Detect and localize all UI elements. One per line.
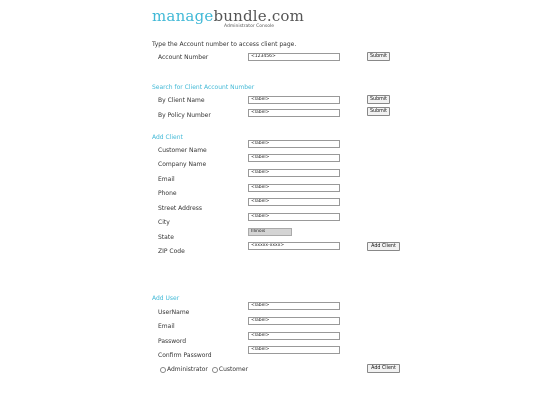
site-logo (152, 7, 304, 25)
user-email-input[interactable]: <label> (248, 317, 340, 325)
add-client-section-title: Add Client (152, 134, 183, 141)
zip-code-label: ZIP Code (158, 248, 185, 255)
search-section-title: Search for Client Account Number (152, 84, 255, 91)
policy-number-submit-button[interactable]: Submit (367, 107, 390, 116)
logo-part-1: manage (152, 7, 214, 25)
client-name-submit-button[interactable]: Submit (367, 95, 390, 104)
tagline: Administrator Console (224, 24, 274, 29)
administrator-radio[interactable] (160, 367, 166, 373)
policy-number-input[interactable]: <label> (248, 109, 340, 117)
city-label: City (158, 219, 170, 226)
confirm-password-input[interactable]: <label> (248, 346, 340, 354)
administrator-radio-label[interactable]: Administrator (167, 366, 208, 373)
state-label: State (158, 234, 174, 241)
username-input[interactable]: <label> (248, 302, 340, 310)
account-number-label: Account Number (158, 54, 209, 61)
phone-label: Phone (158, 190, 177, 197)
street-address-label: Street Address (158, 205, 203, 212)
city-input[interactable]: <label> (248, 213, 340, 221)
add-client-button[interactable]: Add Client (367, 242, 400, 251)
account-submit-button[interactable]: Submit (367, 52, 390, 61)
phone-input[interactable]: <label> (248, 184, 340, 192)
role-radio-group (160, 366, 252, 373)
customer-name-input[interactable]: <label> (248, 140, 340, 148)
client-name-label: By Client Name (158, 97, 205, 104)
company-name-label: Company Name (158, 161, 207, 168)
state-select[interactable]: Illinois (248, 228, 292, 236)
street-address-input[interactable]: <label> (248, 198, 340, 206)
add-user-section-title: Add User (152, 295, 180, 302)
user-email-label: Email (158, 323, 175, 330)
username-label: UserName (158, 309, 190, 316)
zip-code-input[interactable]: <xxxxx-xxxx> (248, 242, 340, 250)
client-name-input[interactable]: <label> (248, 96, 340, 104)
customer-radio-label[interactable]: Customer (218, 366, 249, 373)
confirm-password-label: Confirm Password (158, 352, 212, 359)
password-input[interactable]: <label> (248, 332, 340, 340)
email-label: Email (158, 176, 175, 183)
add-user-button[interactable]: Add Client (367, 364, 400, 373)
customer-radio[interactable] (212, 367, 218, 373)
email-input[interactable]: <label> (248, 169, 340, 177)
account-number-input[interactable]: <123456> (248, 53, 340, 61)
password-label: Password (158, 338, 187, 345)
account-intro-text: Type the Account number to access client page. (152, 41, 297, 48)
logo-part-2: bundle.com (213, 7, 305, 25)
company-name-input[interactable]: <label> (248, 154, 340, 162)
policy-number-label: By Policy Number (158, 112, 211, 119)
customer-name-label: Customer Name (158, 147, 207, 154)
